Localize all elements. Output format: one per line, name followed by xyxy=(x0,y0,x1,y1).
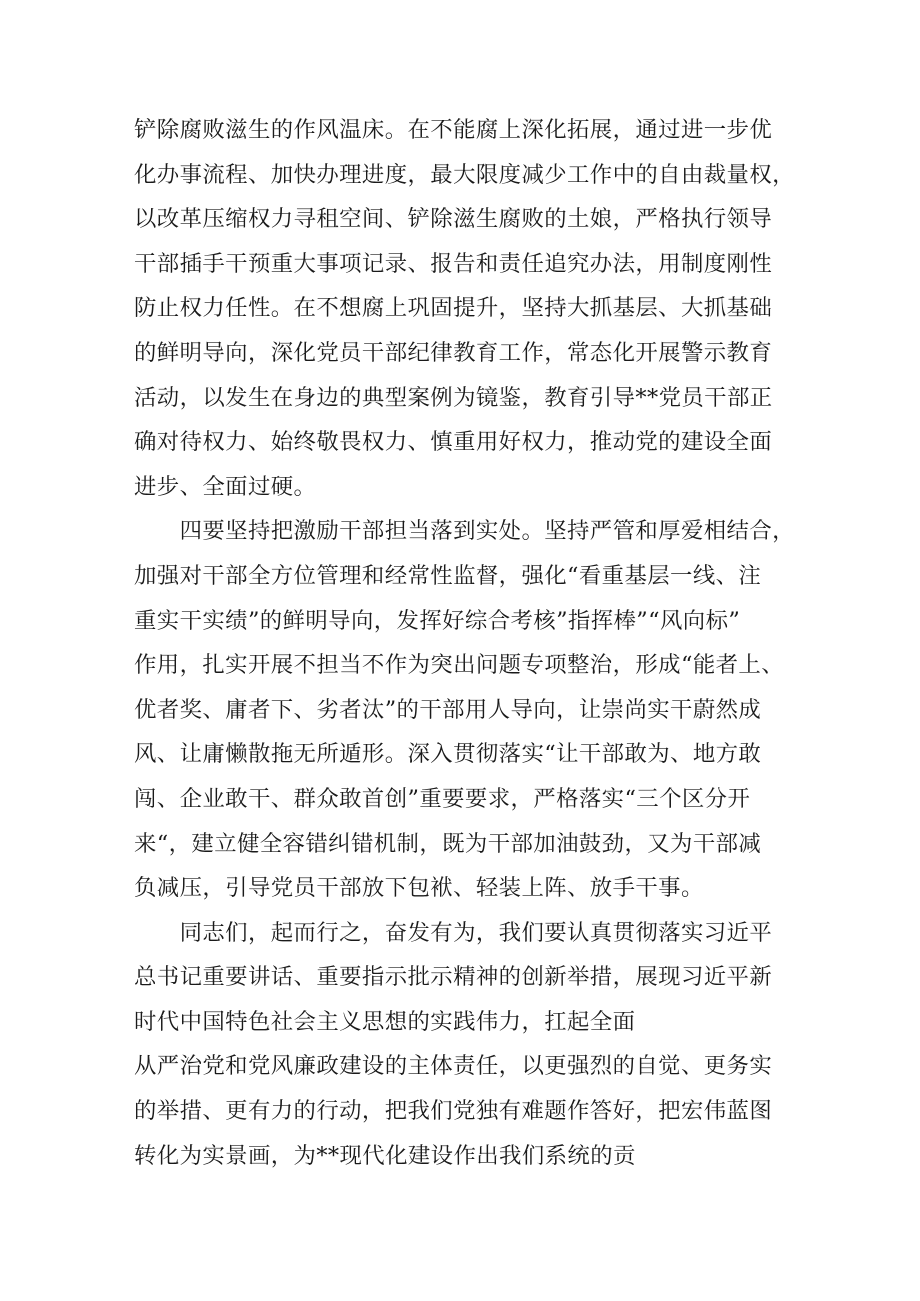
text-line-3: 以改革压缩权力寻租空间、铲除滋生腐败的土娘，严格执行领导 xyxy=(134,206,773,233)
text-line-17: 来“，建立健全容错纠错机制，既为干部加油鼓劲，又为干部减 xyxy=(134,830,762,857)
text-line-18: 负减压，引导党员干部放下包袱、轻装上阵、放手干事。 xyxy=(134,875,704,902)
text-line-11: 加强对干部全方位管理和经常性监督，强化“看重基层一线、注 xyxy=(134,562,762,589)
text-line-20: 总书记重要讲话、重要指示批示精神的创新举措，展现习近平新 xyxy=(134,964,773,991)
text-line-6: 的鲜明导向，深化党员干部纪律教育工作，常态化开展警示教育 xyxy=(134,339,773,366)
text-line-22: 从严治党和党风廉政建设的主体责任，以更强烈的自觉、更务实 xyxy=(134,1053,773,1080)
text-line-1: 铲除腐败滋生的作风温床。在不能腐上深化拓展，通过进一步优 xyxy=(134,117,773,143)
text-line-5: 防止权力任性。在不想腐上巩固提升，坚持大抓基层、大抓基础 xyxy=(134,295,773,322)
body-text xyxy=(134,108,814,1178)
text-line-16: 闯、企业敢干、群众敢首创”重要要求，严格落实“三个区分开 xyxy=(134,785,751,812)
text-line-23: 的举措、更有力的行动，把我们党独有难题作答好，把宏伟蓝图 xyxy=(134,1098,773,1125)
text-line-9: 进步、全面过硬。 xyxy=(134,473,317,500)
text-line-19: 同志们，起而行之，奋发有为，我们要认真贯彻落实习近平 xyxy=(134,919,773,946)
text-line-12: 重实干实绩”的鲜明导向，发挥好综合考核”指挥棒”“风向标” xyxy=(134,607,741,634)
text-line-4: 干部插手干预重大事项记录、报告和责任追究办法，用制度刚性 xyxy=(134,250,773,277)
text-line-10: 四要坚持把激励干部担当落到实处。坚持严管和厚爱相结合， xyxy=(134,518,795,545)
text-line-14: 优者奖、庸者下、劣者汰”的干部用人导向，让崇尚实干蔚然成 xyxy=(134,696,762,723)
text-line-7: 活动，以发生在身边的典型案例为镜鉴，教育引导**党员干部正 xyxy=(134,384,773,411)
text-line-13: 作用，扎实开展不担当不作为突出问题专项整治，形成“能者上、 xyxy=(134,652,784,679)
text-line-15: 风、让庸懒散拖无所遁形。深入贯彻落实“让干部敢为、地方敢 xyxy=(134,741,762,768)
text-line-21: 时代中国特色社会主义思想的实践伟力，扛起全面 xyxy=(134,1008,636,1035)
text-line-8: 确对待权力、始终敬畏权力、慎重用好权力，推动党的建设全面 xyxy=(134,429,773,456)
text-line-24: 转化为实景画，为**现代化建设作出我们系统的贡 xyxy=(134,1142,636,1169)
text-line-2: 化办事流程、加快办理进度，最大限度减少工作中的自由裁量权， xyxy=(134,161,795,188)
